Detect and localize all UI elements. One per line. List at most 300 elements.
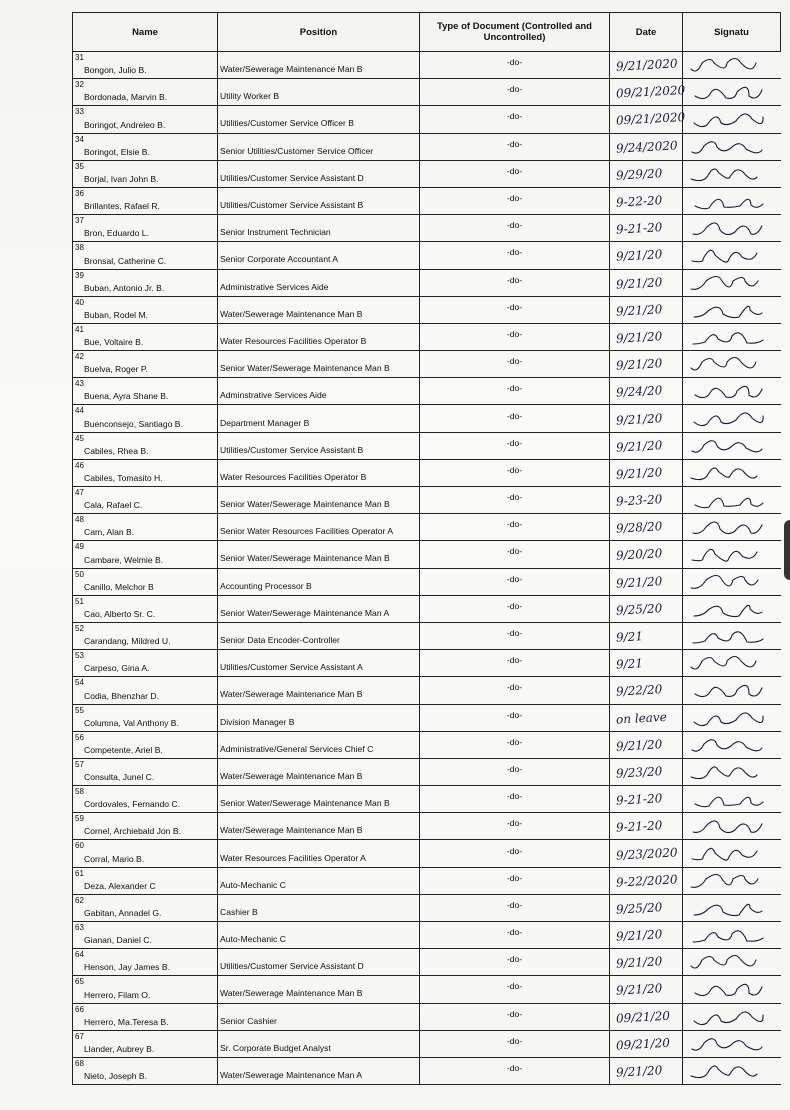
position-title: Senior Corporate Accountant A bbox=[220, 254, 338, 265]
ditto-mark: -do- bbox=[506, 573, 523, 584]
date-cell bbox=[610, 79, 686, 106]
employee-name: Codia, Bhenzhar D. bbox=[84, 690, 159, 701]
table-row bbox=[73, 378, 781, 405]
handwritten-date: 9/21/20 bbox=[615, 954, 663, 971]
employee-name: Bronsal, Catherine C. bbox=[84, 255, 167, 266]
signature-cell bbox=[683, 650, 781, 677]
position-cell bbox=[218, 52, 420, 79]
handwritten-date: 9/21/20 bbox=[615, 927, 663, 944]
row-number: 40 bbox=[75, 297, 84, 307]
ditto-mark: -do- bbox=[506, 709, 523, 720]
date-cell bbox=[610, 378, 683, 405]
handwritten-date: 9/21/20 bbox=[615, 329, 663, 346]
employee-name-cell bbox=[73, 922, 218, 949]
date-cell bbox=[610, 840, 683, 867]
position-cell bbox=[218, 351, 420, 378]
employee-name: Cala, Rafael C. bbox=[84, 500, 143, 511]
position-title: Utilities/Customer Service Assistant B bbox=[220, 200, 364, 211]
signature-cell bbox=[683, 269, 781, 296]
position-title: Senior Data Encoder-Controller bbox=[220, 635, 340, 646]
table-row bbox=[73, 405, 781, 432]
position-cell bbox=[218, 296, 420, 323]
employee-name: Carandang, Mildred U. bbox=[84, 636, 171, 647]
signature-scribble-icon bbox=[687, 137, 777, 159]
signature-scribble-icon bbox=[687, 354, 777, 376]
position-title: Utilities/Customer Service Assistant D bbox=[220, 172, 364, 183]
handwritten-date: 09/21/20 bbox=[615, 1035, 671, 1053]
employee-name: Buban, Rodel M. bbox=[84, 309, 149, 320]
ditto-mark: -do- bbox=[506, 899, 523, 910]
table-row bbox=[73, 514, 781, 541]
table-row bbox=[73, 432, 781, 459]
employee-name: Brillantes, Rafael R. bbox=[84, 201, 160, 212]
signature-scribble-icon bbox=[687, 653, 777, 675]
date-cell bbox=[610, 405, 683, 432]
handwritten-date: 9/25/20 bbox=[615, 900, 663, 917]
handwritten-date: 9/21/20 bbox=[615, 981, 663, 999]
row-number: 49 bbox=[75, 542, 84, 552]
position-cell bbox=[218, 622, 420, 649]
position-cell bbox=[218, 1003, 420, 1030]
document-type-cell bbox=[420, 79, 610, 106]
employee-name-cell bbox=[73, 79, 218, 106]
position-cell bbox=[218, 187, 420, 214]
position-cell bbox=[218, 976, 420, 1003]
row-number: 50 bbox=[75, 569, 84, 579]
position-title: Administrative Services Aide bbox=[220, 281, 329, 292]
position-title: Water Resources Facilities Operator B bbox=[220, 335, 367, 346]
signature-scribble-icon bbox=[687, 490, 777, 512]
signature-cell bbox=[683, 351, 781, 378]
document-type-cell bbox=[420, 405, 610, 432]
row-number: 63 bbox=[75, 923, 84, 932]
signature-cell bbox=[683, 949, 781, 976]
ditto-mark: -do- bbox=[506, 1008, 523, 1019]
signature-cell bbox=[683, 187, 781, 214]
position-cell bbox=[218, 242, 420, 269]
date-cell bbox=[610, 568, 683, 595]
row-number: 43 bbox=[75, 379, 84, 389]
employee-name: Columna, Val Anthony B. bbox=[84, 717, 179, 728]
employee-name: Bron, Eduardo L. bbox=[84, 228, 149, 239]
handwritten-date: 9/21/2020 bbox=[615, 56, 678, 74]
document-type-cell bbox=[420, 1030, 610, 1057]
employee-name: Cao, Alberto Sr. C. bbox=[84, 608, 156, 619]
employee-name: Henson, Jay James B. bbox=[84, 962, 170, 973]
position-cell bbox=[218, 677, 420, 704]
document-type-cell bbox=[420, 867, 610, 894]
position-title: Water/Sewerage Maintenance Man B bbox=[220, 770, 363, 781]
document-type-cell bbox=[420, 731, 610, 758]
signature-cell bbox=[683, 1057, 781, 1084]
document-type-cell bbox=[420, 1003, 610, 1030]
position-title: Utilities/Customer Service Officer B bbox=[220, 118, 355, 129]
table-row bbox=[73, 1003, 781, 1030]
position-cell bbox=[218, 704, 420, 731]
document-type-cell bbox=[420, 351, 610, 378]
signature-scribble-icon bbox=[687, 463, 777, 485]
employee-name: Boringot, Elsie B. bbox=[84, 146, 150, 157]
row-number: 58 bbox=[75, 787, 84, 797]
position-title: Water/Sewerage Maintenance Man B bbox=[220, 988, 363, 999]
handwritten-date: 09/21/2020 bbox=[615, 110, 686, 129]
handwritten-date: on leave bbox=[615, 709, 668, 727]
employee-name-cell bbox=[73, 976, 218, 1003]
row-number: 38 bbox=[75, 243, 84, 253]
date-cell bbox=[610, 1003, 683, 1030]
row-number: 36 bbox=[75, 188, 84, 198]
employee-name-cell bbox=[73, 52, 218, 79]
ditto-mark: -do- bbox=[506, 546, 523, 557]
table-row bbox=[73, 133, 781, 160]
employee-name: Buena, Ayra Shane B. bbox=[84, 391, 169, 402]
handwritten-date: 9/21/20 bbox=[615, 410, 663, 428]
row-number: 53 bbox=[75, 651, 84, 661]
row-number: 66 bbox=[75, 1004, 84, 1014]
ditto-mark: -do- bbox=[506, 383, 523, 394]
signature-scribble-icon bbox=[687, 979, 777, 1001]
employee-name-cell bbox=[73, 296, 218, 323]
employee-name-cell bbox=[73, 133, 218, 160]
document-type-cell bbox=[420, 323, 610, 350]
date-cell bbox=[610, 922, 683, 949]
signature-cell bbox=[683, 677, 781, 704]
row-number: 32 bbox=[75, 80, 84, 90]
signature-scribble-icon bbox=[687, 381, 777, 403]
table-row bbox=[73, 269, 781, 296]
row-number: 68 bbox=[75, 1058, 84, 1068]
handwritten-date: 9/24/2020 bbox=[615, 138, 678, 156]
table-row bbox=[73, 677, 781, 704]
row-number: 35 bbox=[75, 161, 84, 171]
position-title: Water/Sewerage Maintenance Man B bbox=[220, 64, 363, 75]
signature-scribble-icon bbox=[687, 164, 777, 186]
handwritten-date: 9/25/20 bbox=[615, 601, 663, 618]
position-title: Senior Water/Sewerage Maintenance Man B bbox=[220, 553, 390, 564]
date-cell bbox=[610, 514, 683, 541]
ditto-mark: -do- bbox=[506, 220, 523, 231]
ditto-mark: -do- bbox=[506, 301, 523, 312]
position-title: Auto-Mechanic C bbox=[220, 934, 286, 945]
employee-name-cell bbox=[73, 1030, 218, 1057]
header-document-type: Type of Document (Controlled and Uncontrolled) bbox=[420, 13, 610, 52]
handwritten-date: 9-23-20 bbox=[615, 492, 663, 509]
ditto-mark: -do- bbox=[506, 1035, 523, 1046]
ditto-mark: -do- bbox=[506, 981, 523, 992]
ditto-mark: -do- bbox=[506, 519, 523, 530]
position-cell bbox=[218, 378, 420, 405]
signature-cell bbox=[683, 867, 781, 894]
signature-cell bbox=[683, 133, 781, 160]
position-cell bbox=[218, 867, 420, 894]
handwritten-date: 9/21/20 bbox=[615, 247, 663, 264]
ditto-mark: -do- bbox=[506, 492, 523, 503]
document-type-cell bbox=[420, 568, 610, 595]
handwritten-date: 9-21-20 bbox=[615, 791, 663, 808]
table-row bbox=[73, 731, 781, 758]
signature-cell bbox=[683, 568, 781, 595]
position-cell bbox=[218, 459, 420, 486]
signature-scribble-icon bbox=[687, 816, 777, 838]
signature-scribble-icon bbox=[687, 436, 777, 458]
table-row bbox=[73, 949, 781, 976]
row-number: 44 bbox=[75, 406, 84, 416]
row-number: 65 bbox=[75, 977, 84, 987]
table-row bbox=[73, 79, 781, 106]
employee-name-cell bbox=[73, 541, 218, 568]
position-cell bbox=[218, 514, 420, 541]
document-type-cell bbox=[420, 269, 610, 296]
signature-scribble-icon bbox=[687, 300, 777, 322]
signature-scribble-icon bbox=[687, 408, 777, 430]
table-row bbox=[73, 351, 781, 378]
ditto-mark: -do- bbox=[506, 437, 523, 448]
table-row bbox=[73, 52, 781, 79]
date-cell bbox=[610, 786, 683, 813]
employee-name-cell bbox=[73, 215, 218, 242]
employee-name-cell bbox=[73, 650, 218, 677]
employee-name-cell bbox=[73, 894, 218, 921]
document-type-cell bbox=[420, 1057, 610, 1084]
signature-cell bbox=[683, 52, 781, 79]
signature-scribble-icon bbox=[687, 82, 777, 104]
table-row bbox=[73, 106, 781, 133]
row-number: 31 bbox=[75, 53, 84, 62]
position-cell bbox=[218, 269, 420, 296]
date-cell bbox=[610, 187, 683, 214]
position-title: Senior Water/Sewerage Maintenance Man B bbox=[220, 363, 390, 374]
signature-cell bbox=[683, 894, 781, 921]
table-row bbox=[73, 459, 781, 486]
ditto-mark: -do- bbox=[506, 1063, 523, 1074]
header-date: Date bbox=[610, 13, 683, 52]
employee-name: Bongon, Julio B. bbox=[84, 65, 147, 76]
signature-scribble-icon bbox=[687, 925, 777, 947]
signature-cell bbox=[683, 378, 781, 405]
document-type-cell bbox=[420, 459, 610, 486]
table-row bbox=[73, 704, 781, 731]
employee-name: Gianan, Daniel C. bbox=[84, 935, 152, 946]
employee-name: Bue, Voltaire B. bbox=[84, 337, 144, 348]
date-cell bbox=[610, 242, 683, 269]
date-cell bbox=[610, 269, 683, 296]
signature-scribble-icon bbox=[687, 626, 777, 648]
document-type-cell bbox=[420, 215, 610, 242]
handwritten-date: 9/21/20 bbox=[615, 736, 663, 754]
employee-name: Corral, Mario B. bbox=[84, 853, 145, 864]
ditto-mark: -do- bbox=[506, 328, 523, 339]
date-cell bbox=[610, 677, 683, 704]
position-title: Division Manager B bbox=[220, 716, 295, 727]
signature-scribble-icon bbox=[687, 599, 777, 621]
signature-cell bbox=[683, 922, 781, 949]
position-cell bbox=[218, 922, 420, 949]
signature-scribble-icon bbox=[687, 245, 777, 267]
table-row bbox=[73, 813, 781, 840]
position-title: Adminstrative Services Aide bbox=[220, 390, 327, 401]
signature-scribble-icon bbox=[687, 871, 777, 893]
employee-name: Consulta, Junel C. bbox=[84, 772, 155, 783]
position-cell bbox=[218, 840, 420, 867]
position-cell bbox=[218, 487, 420, 514]
employee-name-cell bbox=[73, 1003, 218, 1030]
employee-name-cell bbox=[73, 405, 218, 432]
employee-name-cell bbox=[73, 731, 218, 758]
handwritten-date: 9-22/2020 bbox=[615, 872, 678, 890]
handwritten-date: 09/21/20 bbox=[615, 1008, 671, 1026]
ditto-mark: -do- bbox=[506, 655, 523, 666]
signature-cell bbox=[683, 487, 781, 514]
document-type-cell bbox=[420, 677, 610, 704]
ditto-mark: -do- bbox=[506, 57, 523, 68]
handwritten-date: 9/23/2020 bbox=[615, 844, 678, 863]
date-cell bbox=[610, 351, 683, 378]
employee-name-cell bbox=[73, 840, 218, 867]
signature-cell bbox=[683, 840, 781, 867]
date-cell bbox=[610, 296, 683, 323]
position-title: Senior Instrument Technician bbox=[220, 227, 331, 238]
date-cell bbox=[610, 323, 683, 350]
position-title: Water Resources Facilities Operator B bbox=[220, 471, 367, 482]
document-type-cell bbox=[420, 976, 610, 1003]
acknowledgement-table bbox=[72, 12, 781, 1085]
employee-name: Nieto, Joseph B. bbox=[84, 1071, 148, 1082]
handwritten-date: 9-22-20 bbox=[615, 193, 663, 210]
document-type-cell bbox=[420, 52, 610, 79]
position-cell bbox=[218, 894, 420, 921]
ditto-mark: -do- bbox=[506, 274, 523, 285]
date-cell bbox=[610, 650, 683, 677]
signature-scribble-icon bbox=[687, 572, 777, 594]
date-cell bbox=[610, 215, 683, 242]
ditto-mark: -do- bbox=[506, 111, 523, 122]
date-cell bbox=[610, 487, 683, 514]
document-type-cell bbox=[420, 650, 610, 677]
document-type-cell bbox=[420, 786, 610, 813]
document-type-cell bbox=[420, 487, 610, 514]
handwritten-date: 9/28/20 bbox=[615, 519, 663, 536]
position-cell bbox=[218, 595, 420, 622]
table-row bbox=[73, 867, 781, 894]
signature-cell bbox=[683, 432, 781, 459]
position-title: Senior Water/Sewerage Maintenance Man B bbox=[220, 499, 390, 510]
date-cell bbox=[610, 894, 683, 921]
handwritten-date: 9-21-20 bbox=[615, 818, 663, 835]
ditto-mark: -do- bbox=[506, 791, 523, 802]
date-cell bbox=[610, 813, 683, 840]
row-number: 37 bbox=[75, 216, 84, 226]
signature-cell bbox=[683, 296, 781, 323]
signature-scribble-icon bbox=[687, 544, 777, 566]
position-cell bbox=[218, 568, 420, 595]
date-cell bbox=[610, 1057, 683, 1084]
employee-name-cell bbox=[73, 351, 218, 378]
signature-cell bbox=[683, 106, 781, 133]
row-number: 42 bbox=[75, 352, 84, 362]
employee-name: Herrero, Filam O. bbox=[84, 989, 151, 1000]
position-title: Senior Cashier bbox=[220, 1015, 277, 1026]
employee-name-cell bbox=[73, 106, 218, 133]
ditto-mark: -do- bbox=[506, 356, 523, 367]
ditto-mark: -do- bbox=[506, 247, 523, 258]
row-number: 60 bbox=[75, 841, 84, 851]
ditto-mark: -do- bbox=[506, 682, 523, 693]
employee-name-cell bbox=[73, 1057, 218, 1084]
table-row bbox=[73, 976, 781, 1003]
position-cell bbox=[218, 813, 420, 840]
date-cell bbox=[610, 160, 683, 187]
handwritten-date: 9/21/20 bbox=[615, 437, 663, 455]
document-type-cell bbox=[420, 378, 610, 405]
handwritten-date: 9/21/20 bbox=[615, 573, 663, 591]
document-type-cell bbox=[420, 432, 610, 459]
employee-name: Competente, Ariel B. bbox=[84, 744, 163, 755]
employee-name-cell bbox=[73, 459, 218, 486]
date-cell bbox=[610, 731, 683, 758]
signature-cell bbox=[683, 813, 781, 840]
employee-name: Deza, Alexander C bbox=[84, 880, 156, 891]
position-title: Utilities/Customer Service Assistant A bbox=[220, 662, 363, 673]
date-cell bbox=[610, 704, 683, 731]
signature-cell bbox=[683, 514, 781, 541]
row-number: 34 bbox=[75, 134, 84, 144]
position-cell bbox=[218, 541, 420, 568]
employee-name-cell bbox=[73, 786, 218, 813]
handwritten-date: 9/22/20 bbox=[615, 682, 663, 699]
position-title: Senior Water Resources Facilities Operator A bbox=[220, 526, 394, 537]
row-number: 46 bbox=[75, 460, 84, 470]
position-cell bbox=[218, 79, 420, 106]
signature-cell bbox=[683, 595, 781, 622]
date-cell bbox=[610, 595, 683, 622]
employee-name-cell bbox=[73, 487, 218, 514]
document-type-cell bbox=[420, 704, 610, 731]
signature-scribble-icon bbox=[687, 680, 777, 702]
table-row bbox=[73, 1030, 781, 1057]
row-number: 39 bbox=[75, 270, 84, 280]
date-cell bbox=[610, 758, 683, 785]
employee-name: Carpeso, Gina A. bbox=[84, 663, 150, 674]
employee-name-cell bbox=[73, 378, 218, 405]
row-number: 55 bbox=[75, 705, 84, 715]
handwritten-date: 9/20/20 bbox=[615, 546, 663, 564]
signature-scribble-icon bbox=[687, 1034, 777, 1056]
table-header-row bbox=[73, 13, 781, 52]
handwritten-date: 9-21-20 bbox=[615, 220, 663, 237]
handwritten-date: 9/29/20 bbox=[615, 166, 663, 183]
date-cell bbox=[610, 976, 683, 1003]
document-type-cell bbox=[420, 595, 610, 622]
document-type-cell bbox=[420, 133, 610, 160]
signature-scribble-icon bbox=[687, 952, 777, 974]
table-row bbox=[73, 650, 781, 677]
signature-scribble-icon bbox=[687, 109, 777, 131]
signature-scribble-icon bbox=[687, 517, 777, 539]
signature-cell bbox=[683, 731, 781, 758]
signature-scribble-icon bbox=[687, 191, 777, 213]
table-row bbox=[73, 568, 781, 595]
position-title: Senior Water/Sewerage Maintenance Man B bbox=[220, 798, 390, 809]
employee-name-cell bbox=[73, 622, 218, 649]
position-title: Utilities/Customer Service Assistant D bbox=[220, 961, 364, 972]
ditto-mark: -do- bbox=[506, 845, 523, 856]
row-number: 51 bbox=[75, 596, 84, 606]
position-cell bbox=[218, 133, 420, 160]
handwritten-date: 9/24/20 bbox=[615, 383, 663, 400]
table-row bbox=[73, 487, 781, 514]
signature-cell bbox=[683, 1030, 781, 1057]
document-type-cell bbox=[420, 813, 610, 840]
